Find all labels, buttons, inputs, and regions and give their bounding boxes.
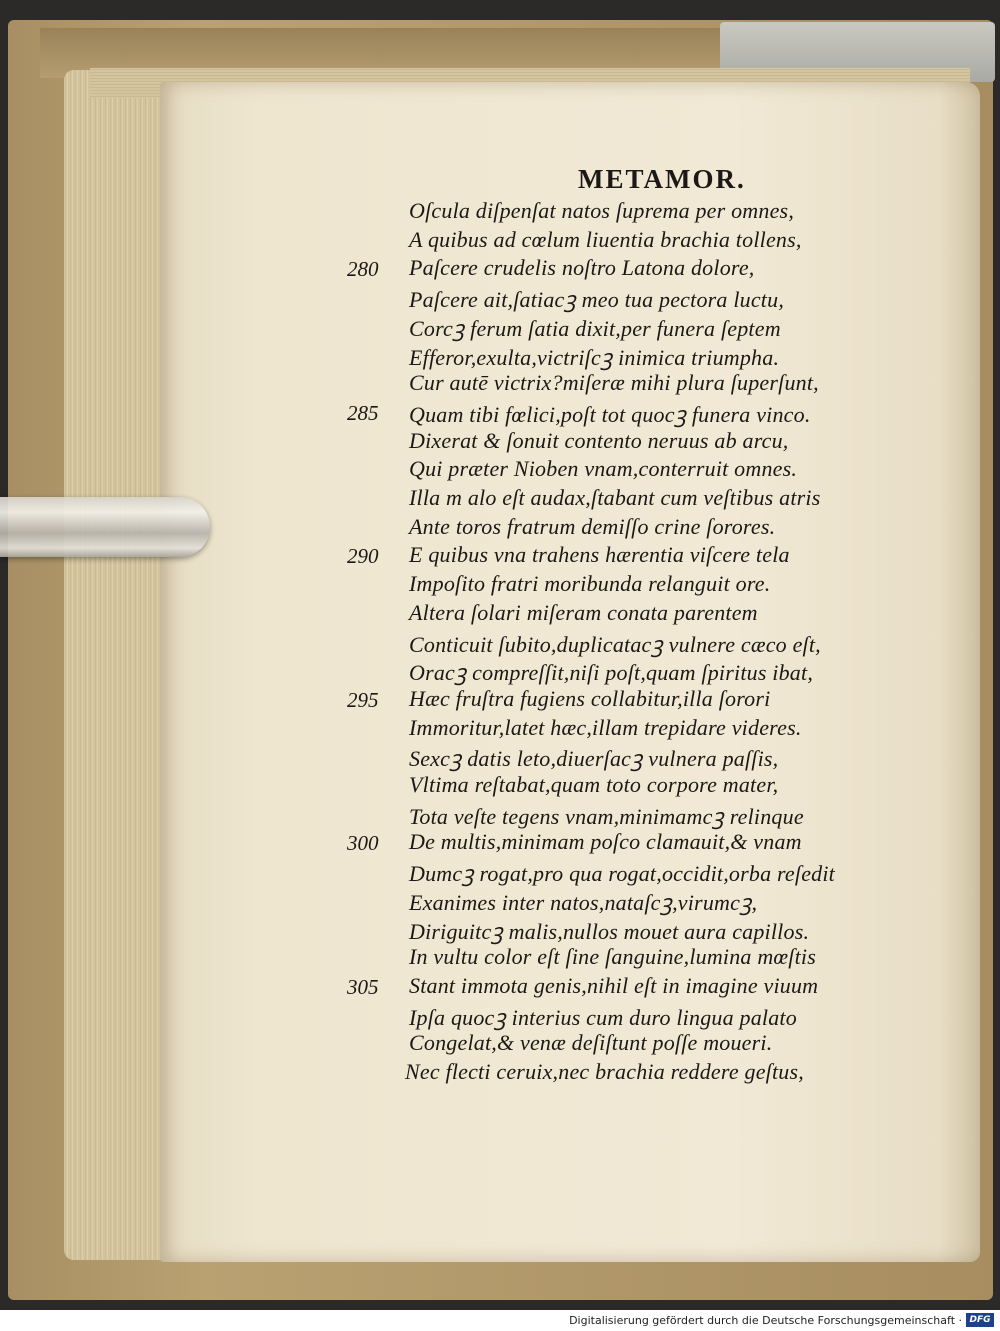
line-number: 295	[347, 687, 379, 712]
verse-line: Dixerat & ſonuit contento neruus ab arcu,	[409, 427, 789, 453]
verse-line: Paſcere ait,ſatiacꝫ meo tua pectora luctu,	[409, 287, 785, 313]
verse-line: A quibus ad cœlum liuentia brachia tollens,	[409, 226, 802, 252]
verse-line: Congelat,& venæ deſiſtunt poſſe moueri.	[409, 1030, 773, 1056]
footer-credit: Digitalisierung gefördert durch die Deutsche Forschungsgemeinschaft ·	[569, 1314, 962, 1327]
verse-line: Immoritur,latet hæc,illam trepidare videres.	[409, 714, 802, 740]
verse-line: Conticuit ſubito,duplicatacꝫ vulnere cæco eſt,	[409, 631, 821, 657]
verse-line: Oſcula diſpenſat natos ſuprema per omnes,	[409, 198, 795, 223]
line-number: 290	[347, 544, 379, 569]
line-number: 300	[347, 831, 379, 856]
verse-line: Illa m alo eſt audax,ſtabant cum veſtibus atris	[409, 485, 821, 510]
footer-bar	[0, 1310, 1000, 1331]
running-header: METAMOR.	[578, 164, 746, 194]
verse-line: Impoſito fratri moribunda relanguit ore.	[409, 571, 771, 597]
verse-line: Ante toros fratrum demiſſo crine ſorores.	[409, 513, 776, 539]
line-number: 280	[347, 257, 379, 282]
verse-line: Cur autē victrix?miſeræ mihi plura ſuperſunt,	[409, 370, 819, 396]
verse-line: De multis,minimam poſco clamauit,& vnam	[409, 829, 802, 855]
verse-line: Quam tibi fœlici,poſt tot quocꝫ funera vinco.	[409, 401, 811, 427]
verse-line: Exanimes inter natos,nataſcꝫ,virumcꝫ,	[409, 889, 758, 915]
verse-line: Dumcꝫ rogat,pro qua rogat,occidit,orba reſedit	[409, 861, 835, 887]
verse-line: Hæc fruſtra fugiens collabitur,illa ſorori	[409, 685, 771, 711]
verse-line: Efferor,exulta,victriſcꝫ inimica triumpha.	[409, 344, 780, 370]
verse-line: Oracꝫ compreſſit,niſi poſt,quam ſpiritus ibat,	[409, 660, 814, 686]
verse-line: Diriguitcꝫ malis,nullos mouet aura capillos.	[409, 918, 810, 944]
glass-page-holder	[0, 497, 210, 557]
verse-line: Tota veſte tegens vnam,minimamcꝫ relinque	[409, 803, 804, 829]
verse-line: In vultu color eſt ſine ſanguine,lumina mœſtis	[409, 944, 816, 970]
verse-line: Nec flecti ceruix,nec brachia reddere geſtus,	[405, 1059, 804, 1084]
verse-line: Stant immota genis,nihil eſt in imagine viuum	[409, 972, 819, 998]
verse-line: Altera ſolari miſeram conata parentem	[409, 599, 758, 625]
verse-line: Ipſa quocꝫ interius cum duro lingua palato	[409, 1004, 797, 1030]
line-number: 305	[347, 974, 379, 999]
verse-line: E quibus vna trahens hærentia viſcere tela	[409, 542, 790, 568]
verse-line: Paſcere crudelis noſtro Latona dolore,	[409, 255, 755, 281]
verse-line: Sexcꝫ datis leto,diuerſacꝫ vulnera paſſis,	[409, 746, 779, 772]
dfg-logo: DFG	[966, 1313, 994, 1327]
verse-line: Corcꝫ ferum ſatia dixit,per funera ſeptem	[409, 315, 781, 341]
verse-line: Qui præter Nioben vnam,conterruit omnes.	[409, 456, 798, 482]
line-number: 285	[347, 400, 379, 425]
verse-line: Vltima reſtabat,quam toto corpore mater,	[409, 772, 779, 797]
